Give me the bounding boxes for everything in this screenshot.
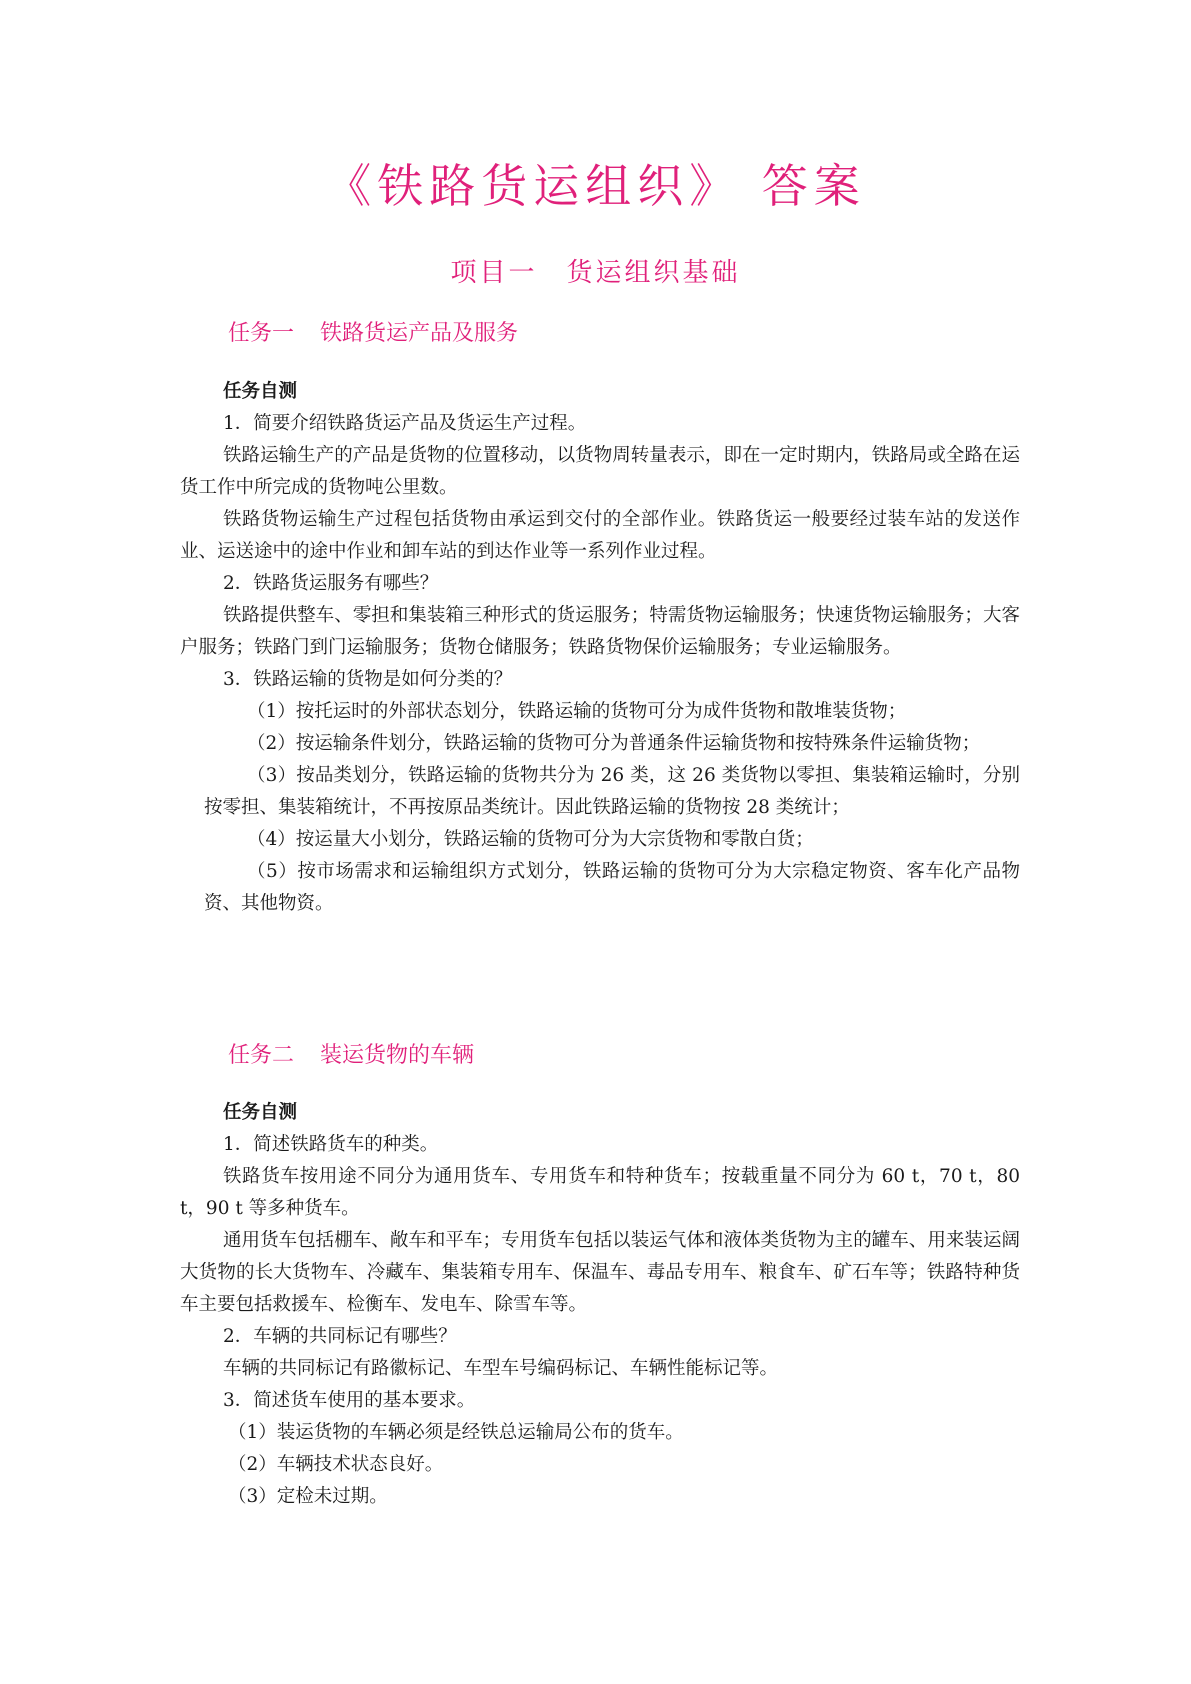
- task1-answer-1-paragraph-1: 铁路运输生产的产品是货物的位置移动，以货物周转量表示，即在一定时期内，铁路局或全路在运货工作中所完成的货物吨公里数。: [180, 445, 1020, 498]
- task2-content: [180, 1097, 1020, 1513]
- task2-question-1: 1．简述铁路货车的种类。: [223, 1134, 439, 1155]
- task1-answer-1-paragraph-2: 铁路货物运输生产过程包括货物由承运到交付的全部作业。铁路货运一般要经过装车站的发送作业、运送途中的途中作业和卸车站的到达作业等一系列作业过程。: [180, 509, 1020, 562]
- task2-title: 装运货物的车辆: [320, 1043, 475, 1068]
- task1-answer-3-item-5: （5）按市场需求和运输组织方式划分，铁路运输的货物可分为大宗稳定物资、客车化产品物资、其他物资。: [204, 861, 1020, 914]
- task2-answer-3-item-1: （1）装运货物的车辆必须是经铁总运输局公布的货车。: [228, 1422, 684, 1443]
- task1-heading: [228, 316, 518, 347]
- task2-question-2: 2．车辆的共同标记有哪些？: [223, 1326, 457, 1347]
- task1-answer-3-item-4: （4）按运量大小划分，铁路运输的货物可分为大宗货物和零散白货；: [247, 829, 814, 850]
- task1-answer-3-item-1: （1）按托运时的外部状态划分，铁路运输的货物可分为成件货物和散堆装货物；: [247, 701, 907, 722]
- task2-answer-2: 车辆的共同标记有路徽标记、车型车号编码标记、车辆性能标记等。: [223, 1358, 779, 1379]
- task2-question-3: 3．简述货车使用的基本要求。: [223, 1390, 476, 1411]
- project-title: 项目一 货运组织基础: [450, 258, 741, 288]
- task1-label: 任务一: [228, 321, 295, 346]
- task1-answer-2: 铁路提供整车、零担和集装箱三种形式的货运服务；特需货物运输服务；快速货物运输服务；大客户服务；铁路门到门运输服务；货物仓储服务；铁路货物保价运输服务；专业运输服务。: [180, 605, 1020, 658]
- task2-answer-1-paragraph-2: 通用货车包括棚车、敞车和平车；专用货车包括以装运气体和液体类货物为主的罐车、用来装运阔大货物的长大货物车、冷藏车、集装箱专用车、保温车、毒品专用车、粮食车、矿石车等；铁路特种货车主要包括救援车、检衡车、发电车、除雪车等。: [180, 1230, 1020, 1315]
- task1-content: [180, 376, 1020, 920]
- task1-question-3: 3．铁路运输的货物是如何分类的？: [223, 669, 513, 690]
- task1-answer-3-item-3: （3）按品类划分，铁路运输的货物共分为 26 类，这 26 类货物以零担、集装箱运输时，分别按零担、集装箱统计，不再按原品类统计。因此铁路运输的货物按 28 类统计；: [204, 765, 1020, 818]
- task2-subheading: 任务自测: [223, 1102, 298, 1123]
- task1-title: 铁路货运产品及服务: [320, 321, 519, 346]
- task1-question-1: 1．简要介绍铁路货运产品及货运生产过程。: [223, 413, 587, 434]
- task1-question-2: 2．铁路货运服务有哪些？: [223, 573, 439, 594]
- task2-answer-3-item-3: （3）定检未过期。: [228, 1486, 388, 1507]
- task2-answer-3-item-2: （2）车辆技术状态良好。: [228, 1454, 444, 1475]
- task1-answer-3-item-2: （2）按运输条件划分，铁路运输的货物可分为普通条件运输货物和按特殊条件运输货物；: [247, 733, 981, 754]
- task2-label: 任务二: [228, 1043, 295, 1068]
- task2-heading: [228, 1038, 474, 1069]
- document-title: 《铁路货运组织》 答案: [325, 159, 866, 213]
- task2-answer-1-paragraph-1: 铁路货车按用途不同分为通用货车、专用货车和特种货车；按载重量不同分为 60 t，70 t，80 t，90 t 等多种货车。: [180, 1166, 1020, 1219]
- task1-subheading: 任务自测: [223, 381, 298, 402]
